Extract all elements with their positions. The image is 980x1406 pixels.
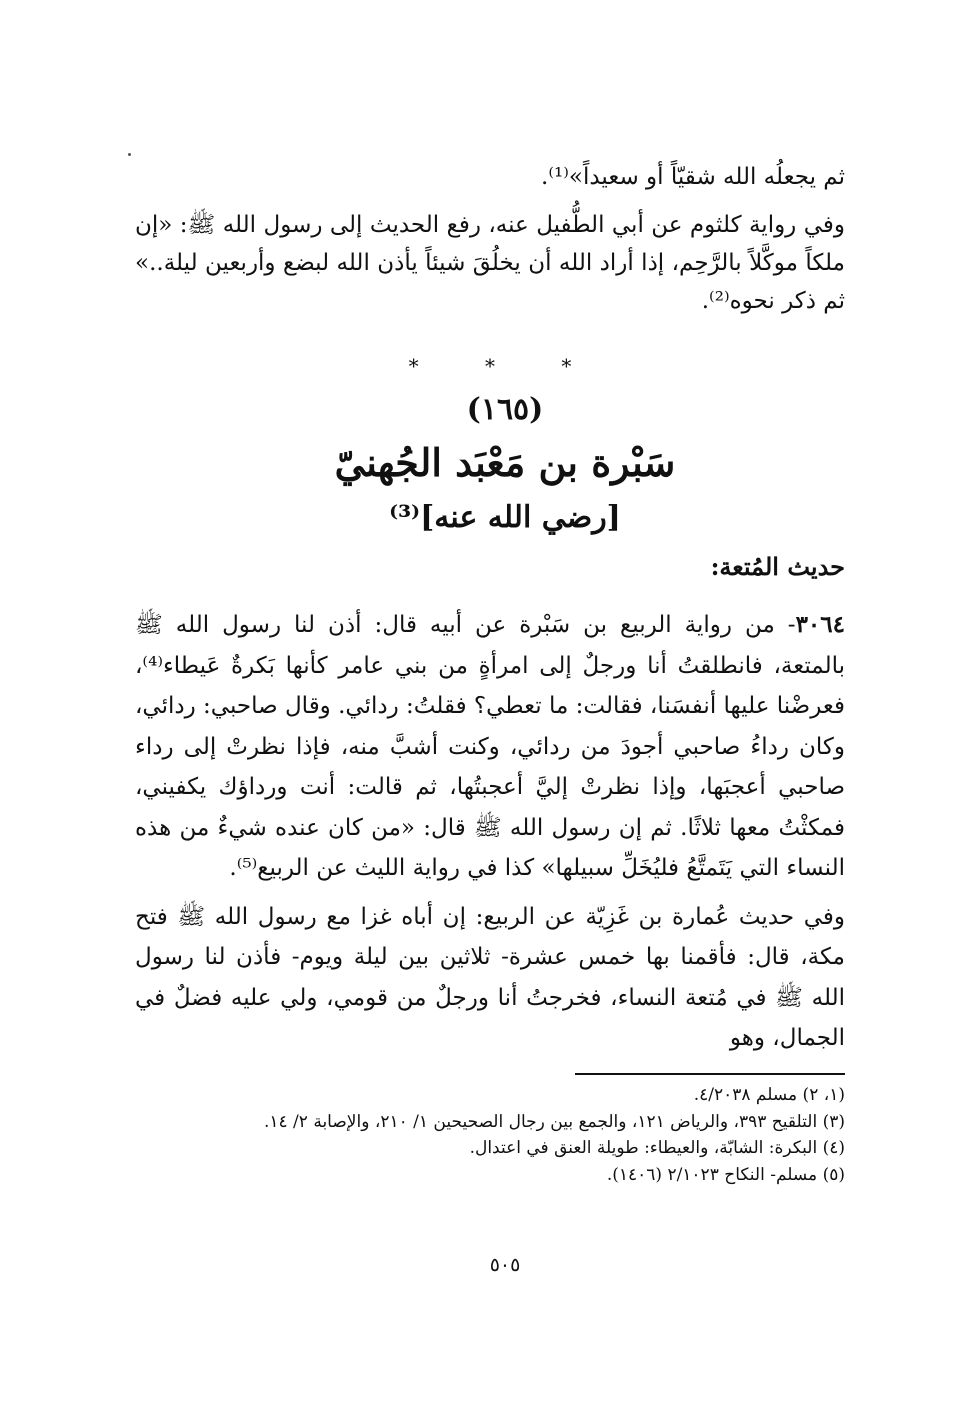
hadith-text: - من رواية الربيع بن سَبْرة عن أبيه قال: أذن لنا رسول الله ﷺ بالمتعة، فانطلقتُ أنا ورجلٌ إلى امرأةٍ من بني عامر كأنها بَكرةٌ عَيطاء⁽⁴⁾، فعرضْنا عليها أنفسَنا، فقالت: ما تعطي؟ فقلتُ: ردائي. وقال صاحبي: ردائي، وكان رداءُ صاحبي أجودَ من ردائي، وكنت أشبَّ منه، فإذا نظرتْ إلى رداء صاحبي أعجبَها، وإذا نظرتْ إليَّ أعجبتُها، ثم قالت: أنت ورداؤك يكفيني، فمكثْتُ معها ثلاثًا. ثم إن رسول الله ﷺ قال: «من كان عنده شيءٌ من هذه النساء التي يَتَمتَّعُ فليُخَلِّ سبيلها» كذا في رواية الليث عن الربيع⁽⁵⁾. (135, 612, 845, 881)
chapter-number: (١٦٥) (466, 392, 544, 427)
paragraph-umara-narration: وفي حديث عُمارة بن غَزِيّة عن الربيع: إن أباه غزا مع رسول الله ﷺ فتح مكة، قال: فأقمنا بها خمس عشرة- ثلاثين بين ليلة ويوم- فأذن لنا رسول الله ﷺ في مُتعة النساء، فخرجتُ أنا ورجلٌ من قومي، ولي عليه فضلٌ في الجمال، وهو (135, 903, 845, 1051)
chapter-title: سَبْرة بن مَعْبَد الجُهنيّ (334, 440, 676, 485)
page-number: ٥٠٥ (489, 1254, 521, 1276)
footnotes (135, 1082, 845, 1188)
section-heading: حديث المُتعة: (710, 552, 845, 581)
top-text (135, 158, 845, 320)
main-text (135, 605, 845, 1059)
hadith-number: ٣٠٦٤ (795, 611, 845, 638)
footnote-item: (١، ٢) مسلم ٤/٢٠٣٨. (693, 1085, 845, 1105)
footnote-item: (٤) البكرة: الشابّة، والعيطاء: طويلة العنق في اعتدال. (469, 1138, 845, 1158)
footnote-item: (٥) مسلم- النكاح ٢/١٠٢٣ (١٤٠٦). (606, 1164, 845, 1185)
footnote-item: (٣) التلقيح ٣٩٣، والرياض ١٢١، والجمع بين رجال الصحيحين ١/ ٢١٠، والإصابة ٢/ ١٤. (263, 1111, 845, 1132)
paragraph-continuation: ثم يجعلُه الله شقيّاً أو سعيداً»⁽¹⁾. (541, 164, 845, 190)
paragraph-kulthum-narration: وفي رواية كلثوم عن أبي الطُّفيل عنه، رفع الحديث إلى رسول الله ﷺ: «إن ملكاً موكَّلاً بالرَّحِم، إذا أراد الله أن يخلُقَ شيئاً يأذن الله لبضع وأربعين ليلة..» ثم ذكر نحوه⁽²⁾. (135, 212, 845, 314)
section-separator: * * * (408, 354, 602, 378)
scan-speck (128, 153, 131, 156)
footnote-divider (575, 1073, 845, 1075)
hadith-paragraph (135, 605, 845, 889)
chapter-subtitle: [رضي الله عنه]⁽³⁾ (389, 500, 621, 535)
